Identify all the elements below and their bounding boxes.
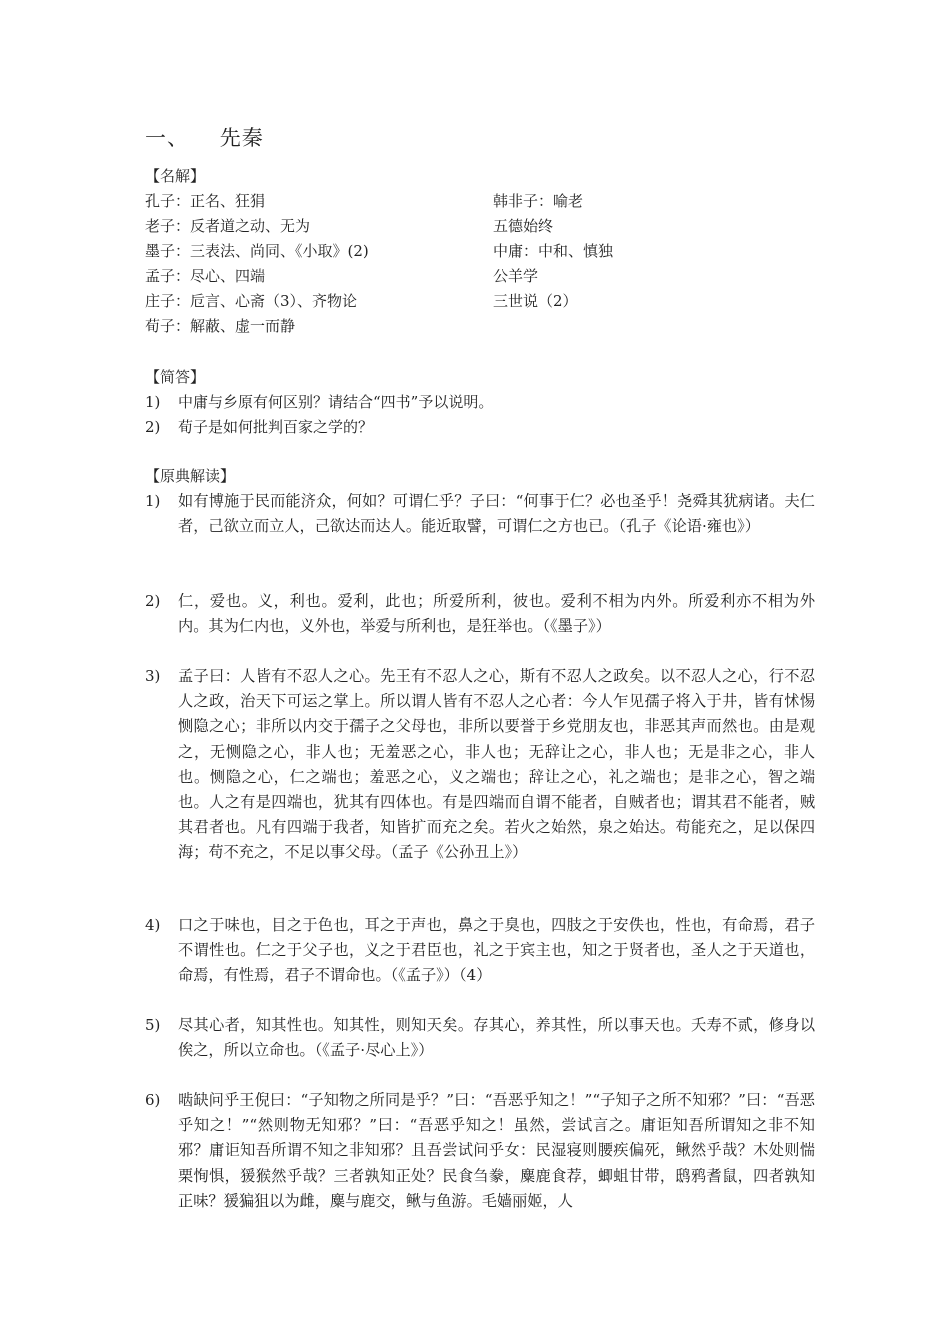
term-left-1: 孔子：正名、狂狷 [145,192,266,210]
terms-label: 【名解】 [145,167,206,185]
item-text: 尽其心者，知其性也。知其性，则知天矣。存其心，养其性，所以事天也。夭寿不贰，修身以俟之，所以立命也。（《孟子·尽心上》） [178,1016,815,1060]
item-text: 孟子曰：人皆有不忍人之心。先王有不忍人之心，斯有不忍人之政矣。以不忍人之心，行不忍人之政，治天下可运之掌上。所以谓人皆有不忍人之心者：今人乍见孺子将入于井，皆有怵惕恻隐之心；非所以内交于孺子之父母也，非所以要誉于乡党朋友也，非恶其声而然也。由是观之，无恻隐之心，非人也；无羞恶之心，非人也；无辞让之心，非人也；无是非之心，非人也。恻隐之心，仁之端也；羞恶之心，义之端也；辞让之心，礼之端也；是非之心，智之端也。人之有是四端也，犹其有四体也。有是四端而自谓不能者，自贼者也；谓其君不能者，贼其君者也。凡有四端于我者，知皆扩而充之矣。若火之始然，泉之始达。苟能充之，足以保四海；苟不充之，不足以事父母。（孟子《公孙丑上》） [178,667,815,862]
item-number: 3) [145,667,161,685]
item-number: 2) [145,592,161,610]
reading-item [145,664,815,866]
item-text: 如有博施于民而能济众，何如？可谓仁乎？子曰：“何事于仁？必也圣乎！尧舜其犹病诸。夫仁者，己欲立而立人，己欲达而达人。能近取譬，可谓仁之方也已。（孔子《论语·雍也》） [178,492,815,536]
item-text: 啮缺问乎王倪曰：“子知物之所同是乎？”曰：“吾恶乎知之！”“子知子之所不知邪？”曰：“吾恶乎知之！”“然则物无知邪？”曰：“吾恶乎知之！虽然，尝试言之。庸讵知吾所谓知之非不知邪？庸讵知吾所谓不知之非知邪？且吾尝试问乎女：民湿寝则腰疾偏死，鳅然乎哉？木处则惴栗恂惧，猨猴然乎哉？三者孰知正处？民食刍豢，麋鹿食荐，蝍蛆甘带，鸱鸦耆鼠，四者孰知正味？猨猵狙以为雌，麋与鹿交，鳅与鱼游。毛嫱丽姬，人 [178,1091,815,1210]
term-left-6: 荀子：解蔽、虚一而静 [145,317,296,335]
item-text: 口之于味也，目之于色也，耳之于声也，鼻之于臭也，四肢之于安佚也，性也，有命焉，君子不谓性也。仁之于父子也，义之于君臣也，礼之于宾主也，知之于贤者也，圣人之于天道也，命焉，有性焉，君子不谓命也。（《孟子》）（4） [178,916,815,985]
term-left-3: 墨子：三表法、尚同、《小取》(2) [145,242,369,260]
term-right-5: 三世说（2） [493,292,578,310]
term-right-2: 五德始终 [493,217,554,235]
term-right-4: 公羊学 [493,267,539,285]
term-left-2: 老子：反者道之动、无为 [145,217,311,235]
item-number: 5) [145,1016,161,1034]
section-title: 一、 先秦 [145,126,264,150]
item-number: 1) [145,492,161,510]
short-answer-item [145,416,373,438]
term-left-4: 孟子：尽心、四端 [145,267,266,285]
short-answer-label: 【简答】 [145,368,206,386]
reading-item [145,1013,815,1063]
item-text: 中庸与乡原有何区别？请结合“四书”予以说明。 [178,393,494,411]
term-left-5: 庄子：卮言、心斋（3）、齐物论 [145,292,358,310]
item-number: 4) [145,916,161,934]
reading-item [145,1088,815,1214]
item-number: 2) [145,418,161,436]
reading-item [145,589,815,639]
item-text: 仁，爱也。义，利也。爱利，此也；所爱所利，彼也。爱利不相为内外。所爱利亦不相为外内。其为仁内也，义外也，举爱与所利也，是狂举也。（《墨子》） [178,592,815,636]
readings-label: 【原典解读】 [145,467,236,485]
short-answer-item [145,391,493,413]
term-right-3: 中庸：中和、慎独 [493,242,614,260]
reading-item [145,489,815,539]
reading-item [145,913,815,989]
term-right-1: 韩非子：喻老 [493,192,584,210]
item-number: 1) [145,393,161,411]
item-number: 6) [145,1091,161,1109]
item-text: 荀子是如何批判百家之学的？ [178,418,374,436]
